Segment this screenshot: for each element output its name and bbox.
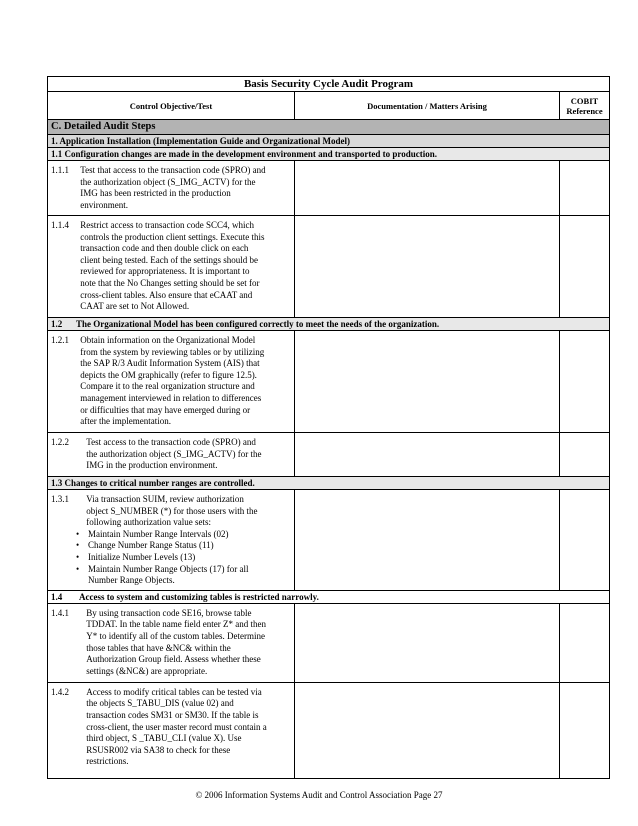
group-heading-1-2 (48, 318, 610, 331)
step-line: cross-client tables. Also ensure that eCAAT and (80, 289, 253, 300)
step-line: those tables that have &NC& within the (86, 642, 231, 653)
reference-label: Reference (566, 105, 603, 116)
step-cell (48, 433, 295, 477)
step-line: Test that access to the transaction code (SPRO) and (80, 165, 266, 175)
step-line: Compare it to the real organization structure and (80, 381, 255, 392)
documentation-cell[interactable] (295, 216, 560, 318)
step-number: 1.1.1 (51, 165, 69, 175)
step-line: TDDAT. In the table name field enter Z* and then (86, 619, 267, 630)
step-line: CAAT are set to Not Allowed. (80, 301, 190, 312)
step-line: Y* to identify all of the custom tables. Determine (86, 630, 265, 641)
step-cell (48, 216, 295, 318)
step-line: the objects S_TABU_DIS (value 02) and (86, 698, 234, 709)
step-line: Restrict access to transaction code SCC4, which (80, 220, 254, 230)
step-line: the authorization object (S_IMG_ACTV) for the (80, 176, 256, 187)
step-cell (48, 682, 295, 778)
step-line: cross-client, the user master record must contain a (86, 721, 267, 732)
documentation-cell[interactable] (295, 490, 560, 591)
step-cell (48, 331, 295, 433)
step-line: transaction codes SM31 or SM30. If the table is (86, 709, 259, 720)
step-line: Access to modify critical tables can be tested via (86, 686, 262, 697)
cobit-cell[interactable] (560, 433, 610, 477)
step-line: Obtain information on the Organizational Model (80, 335, 256, 345)
documentation-cell[interactable] (295, 682, 560, 778)
step-line: note that the No Changes setting should be set for (80, 277, 260, 288)
step-text (79, 687, 291, 768)
audit-program-page (47, 76, 609, 779)
step-text (73, 165, 291, 211)
step-text (79, 437, 291, 472)
table-row (48, 433, 610, 477)
step-number: 1.3.1 (51, 494, 69, 504)
step-line: management interviewed in relation to differences (80, 392, 262, 403)
group-number: 1.2 (51, 319, 63, 329)
step-line: Via transaction SUIM, review authorization (86, 494, 244, 504)
column-header-cobit-reference (560, 92, 610, 120)
step-number: 1.4.2 (51, 686, 69, 697)
cobit-cell[interactable] (560, 331, 610, 433)
step-line: after the implementation. (80, 416, 171, 427)
step-line: third object, S _TABU_CLI (value X). Use (86, 733, 242, 744)
documentation-cell[interactable] (295, 331, 560, 433)
table-row (48, 216, 610, 318)
step-line: Test access to the transaction code (SPRO) and (86, 437, 256, 447)
documentation-cell[interactable] (295, 161, 560, 216)
cobit-cell[interactable] (560, 216, 610, 318)
authorization-value-list (73, 529, 292, 575)
table-row (48, 331, 610, 433)
cobit-cell[interactable] (560, 161, 610, 216)
section-heading: C. Detailed Audit Steps (48, 120, 610, 135)
step-cell (48, 161, 295, 216)
group-heading-1-1: 1.1 Configuration changes are made in the development environment and transported to production. (48, 148, 610, 161)
step-line: IMG in the production environment. (86, 460, 218, 471)
step-line: restrictions. (86, 756, 129, 767)
page-footer: © 2006 Information Systems Audit and Control Association Page 27 (195, 790, 443, 800)
step-line: RSUSR002 via SA38 to check for these (86, 744, 231, 755)
step-line: reviewed for appropriateness. It is important to (80, 266, 250, 277)
step-number: 1.1.4 (51, 220, 69, 230)
table-title: Basis Security Cycle Audit Program (48, 77, 610, 92)
list-item: • Initialize Number Levels (13) (73, 552, 292, 564)
step-line: object S_NUMBER (*) for those users with the (86, 505, 258, 516)
table-row (48, 603, 610, 682)
step-line: depicts the OM graphically (refer to figure 12.5). (80, 369, 257, 380)
column-header-control-objective: Control Objective/Test (48, 92, 295, 120)
step-line: client being tested. Each of the settings should be (80, 254, 258, 265)
list-item: • Change Number Range Status (11) (73, 540, 292, 552)
cobit-cell[interactable] (560, 603, 610, 682)
step-line: from the system by reviewing tables or by utilizing (80, 346, 265, 357)
group-text: The Organizational Model has been configured correctly to meet the needs of the organization. (76, 319, 440, 329)
step-line: By using transaction code SE16, browse table (86, 607, 252, 618)
group-heading-1-3: 1.3 Changes to critical number ranges are controlled. (48, 477, 610, 490)
documentation-cell[interactable] (295, 603, 560, 682)
step-line: Authorization Group field. Assess whether these (86, 654, 261, 665)
step-line: environment. (80, 199, 128, 210)
list-item: • Maintain Number Range Intervals (02) (73, 529, 292, 541)
cobit-label: COBIT (570, 95, 599, 106)
step-number: 1.4.1 (51, 607, 69, 618)
step-number: 1.2.1 (51, 335, 69, 345)
table-row (48, 490, 610, 591)
step-line: or difficulties that may have emerged during or (80, 404, 251, 415)
column-header-documentation: Documentation / Matters Arising (295, 92, 560, 120)
step-number: 1.2.2 (51, 437, 69, 447)
step-cell (48, 603, 295, 682)
step-line: the authorization object (S_IMG_ACTV) for the (86, 448, 262, 459)
step-text (79, 608, 291, 678)
cobit-cell[interactable] (560, 682, 610, 778)
step-line: the SAP R/3 Audit Information System (AIS) that (80, 358, 260, 369)
table-row (48, 161, 610, 216)
step-text (73, 335, 291, 428)
step-line: settings (&NC&) are appropriate. (86, 665, 208, 676)
step-text (79, 494, 291, 529)
step-line: following authorization value sets: (86, 517, 211, 528)
documentation-cell[interactable] (295, 433, 560, 477)
group-heading-1-4 (48, 590, 610, 603)
table-row (48, 682, 610, 778)
cobit-cell[interactable] (560, 490, 610, 591)
step-line: controls the production client settings. Execute this (80, 231, 265, 242)
step-line: IMG has been restricted in the production (80, 188, 231, 199)
step-cell (48, 490, 295, 591)
step-text (73, 220, 291, 313)
group-text: Access to system and customizing tables is restricted narrowly. (79, 591, 319, 602)
group-number: 1.4 (51, 591, 63, 602)
subsection-heading: 1. Application Installation (Implementation Guide and Organizational Model) (48, 135, 610, 148)
list-item: • Maintain Number Range Objects (17) for all (73, 564, 292, 576)
step-line: transaction code and then double click on each (80, 243, 249, 254)
audit-program-table (47, 76, 610, 779)
step-line: Number Range Objects. (88, 575, 175, 586)
